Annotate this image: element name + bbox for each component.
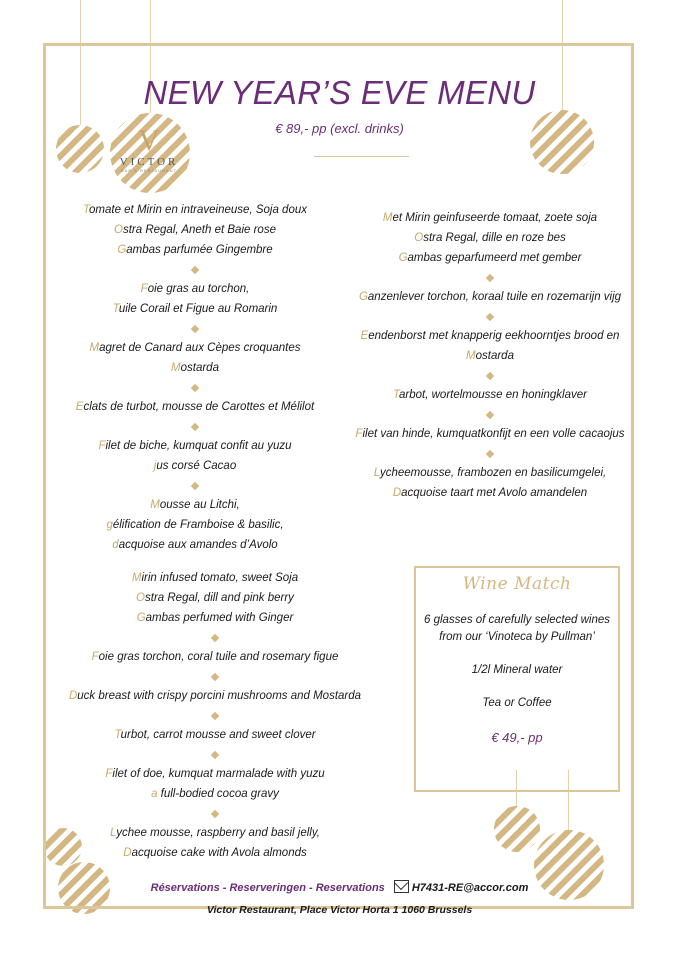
menu-line: Mostarda — [171, 362, 219, 374]
menu-line: Ganzenlever torchon, koraal tuile en rozemarijn vijg — [358, 291, 622, 303]
menu-english — [55, 568, 375, 863]
logo-v-icon: V — [138, 124, 160, 157]
menu-course — [350, 326, 630, 366]
wine-price: € 49,- pp — [491, 730, 543, 745]
menu-course — [350, 385, 630, 405]
course-separator-diamond-icon — [486, 313, 494, 321]
menu-line: jus corsé Cacao — [153, 460, 237, 472]
menu-french — [60, 200, 330, 555]
menu-line: Lychee mousse, raspberry and basil jelly, — [110, 827, 320, 839]
course-separator-diamond-icon — [486, 450, 494, 458]
wine-line-2: from our ‘Vinoteca by Pullman’ — [439, 631, 595, 643]
menu-course — [55, 823, 375, 863]
menu-course — [350, 463, 630, 503]
menu-line: Tomate et Mirin en intraveineuse, Soja doux — [83, 204, 307, 216]
reservation-email: H7431-RE@accor.com — [411, 882, 529, 894]
reservation-email-link[interactable] — [394, 882, 529, 894]
course-separator-diamond-icon — [211, 712, 219, 720]
menu-line: Ostra Regal, dille en roze bes — [414, 232, 566, 244]
menu-dutch — [350, 208, 630, 503]
menu-course — [60, 200, 330, 260]
wine-water: 1/2l Mineral water — [471, 664, 563, 676]
course-separator-diamond-icon — [191, 482, 199, 490]
mail-icon — [394, 880, 409, 893]
menu-line: Eendenborst met knapperig eekhoorntjes brood en — [360, 330, 620, 342]
wine-match-title: Wine Match — [462, 574, 572, 594]
course-separator-diamond-icon — [191, 266, 199, 274]
menu-line: Dacquoise cake with Avola almonds — [123, 847, 307, 859]
course-separator-diamond-icon — [486, 372, 494, 380]
menu-line: Filet of doe, kumquat marmalade with yuzu — [105, 768, 325, 780]
menu-line: Foie gras torchon, coral tuile and rosemary figue — [91, 651, 339, 663]
menu-line: Gambas parfumée Gingembre — [117, 244, 273, 256]
menu-line: Turbot, carrot mousse and sweet clover — [114, 729, 316, 741]
menu-line: dacquoise aux amandes d’Avolo — [112, 539, 278, 551]
course-separator-diamond-icon — [191, 325, 199, 333]
menu-line: Ostra Regal, Aneth et Baie rose — [114, 224, 276, 236]
menu-title: NEW YEAR’S EVE MENU — [143, 74, 536, 111]
menu-course — [55, 686, 375, 706]
menu-line: Lycheemousse, frambozen en basilicumgelei, — [373, 467, 607, 479]
reservations-label: Réservations - Reserveringen - Reservations — [150, 882, 385, 894]
restaurant-address: Victor Restaurant, Place Victor Horta 1 1060 Brussels — [206, 904, 473, 916]
course-separator-diamond-icon — [211, 751, 219, 759]
menu-course — [350, 287, 630, 307]
menu-course — [60, 495, 330, 555]
menu-line: Eclats de turbot, mousse de Carottes et Mélilot — [75, 401, 315, 413]
menu-line: Filet de biche, kumquat confit au yuzu — [98, 440, 292, 452]
reservations-line — [0, 880, 679, 894]
logo-sub: BAR & RESTAURANT — [121, 168, 177, 173]
menu-line: Gambas geparfumeerd met gember — [398, 252, 582, 264]
menu-course — [60, 436, 330, 476]
wine-match-box — [414, 566, 620, 792]
title-divider — [314, 156, 409, 157]
menu-price: € 89,- pp (excl. drinks) — [275, 121, 404, 136]
logo-brand: VICTOR — [119, 156, 179, 168]
menu-line: Filet van hinde, kumquatkonfijt en een volle cacaojus — [355, 428, 625, 440]
menu-course — [55, 647, 375, 667]
menu-line: a full-bodied cocoa gravy — [151, 788, 279, 800]
menu-course — [350, 424, 630, 444]
menu-line: Magret de Canard aux Cèpes croquantes — [89, 342, 301, 354]
menu-course — [55, 725, 375, 745]
menu-course — [60, 397, 330, 417]
wine-coffee: Tea or Coffee — [482, 697, 552, 709]
menu-line: Mostarda — [466, 350, 514, 362]
course-separator-diamond-icon — [211, 810, 219, 818]
menu-line: Mirin infused tomato, sweet Soja — [131, 572, 299, 584]
menu-line: Tuile Corail et Figue au Romarin — [112, 303, 278, 315]
menu-line: Foie gras au torchon, — [140, 283, 250, 295]
menu-course — [55, 764, 375, 804]
wine-line-1: 6 glasses of carefully selected wines — [423, 614, 610, 626]
course-separator-diamond-icon — [486, 411, 494, 419]
menu-line: gélification de Framboise & basilic, — [106, 519, 284, 531]
menu-line: Duck breast with crispy porcini mushrooms and Mostarda — [68, 690, 362, 702]
menu-course — [55, 568, 375, 628]
menu-line: Met Mirin geinfuseerde tomaat, zoete soja — [382, 212, 598, 224]
menu-course — [60, 338, 330, 378]
course-separator-diamond-icon — [191, 423, 199, 431]
menu-line: Dacquoise taart met Avolo amandelen — [392, 487, 588, 499]
menu-course — [350, 208, 630, 268]
menu-line: Tarbot, wortelmousse en honingklaver — [393, 389, 587, 401]
menu-line: Mousse au Litchi, — [150, 499, 240, 511]
course-separator-diamond-icon — [211, 634, 219, 642]
menu-line: Gambas perfumed with Ginger — [136, 612, 294, 624]
course-separator-diamond-icon — [486, 274, 494, 282]
course-separator-diamond-icon — [191, 384, 199, 392]
course-separator-diamond-icon — [211, 673, 219, 681]
menu-course — [60, 279, 330, 319]
menu-line: Ostra Regal, dill and pink berry — [136, 592, 294, 604]
